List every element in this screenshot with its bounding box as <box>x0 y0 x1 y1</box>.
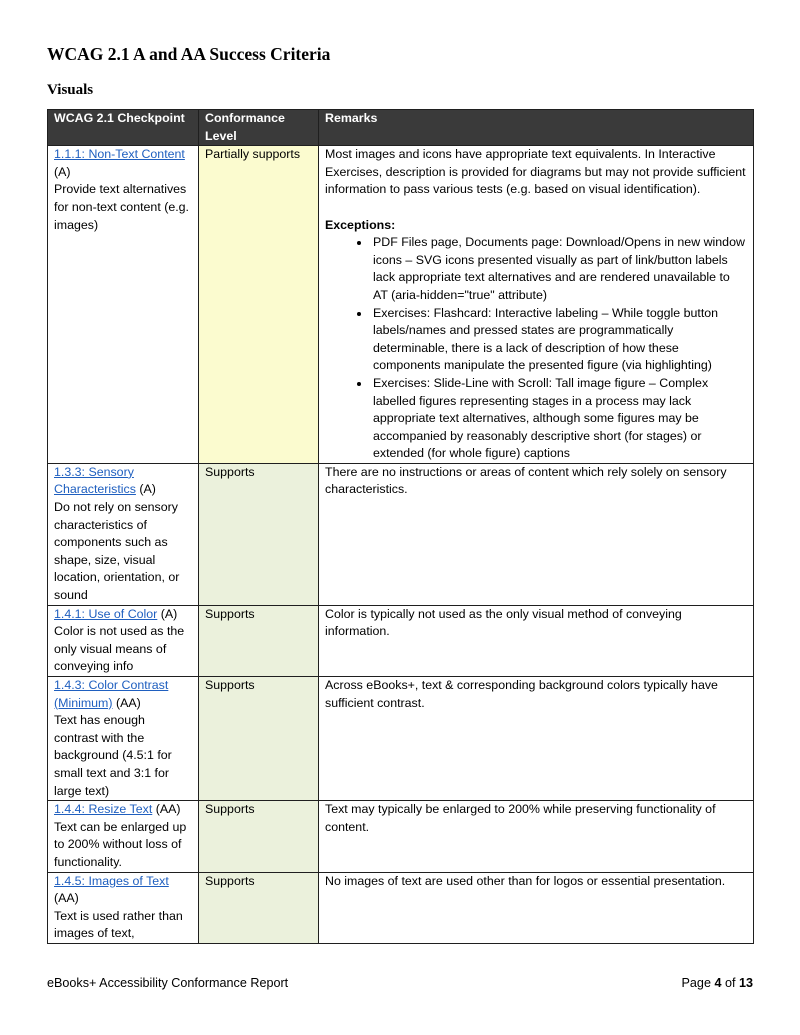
header-checkpoint: WCAG 2.1 Checkpoint <box>48 110 199 146</box>
table-row <box>48 677 754 801</box>
criterion-link[interactable]: 1.4.1: Use of Color <box>54 606 158 621</box>
exceptions-heading: Exceptions: <box>325 217 396 232</box>
table-row <box>48 872 754 943</box>
page-of: of <box>721 976 739 990</box>
header-remarks: Remarks <box>319 110 754 146</box>
checkpoint-cell <box>48 146 199 464</box>
remarks-cell: Across eBooks+, text & corresponding background colors typically have sufficient contrast. <box>319 677 754 801</box>
conformance-cell: Partially supports <box>199 146 319 464</box>
conformance-cell: Supports <box>199 463 319 605</box>
criterion-level: (A) <box>157 606 178 621</box>
criterion-link[interactable]: 1.1.1: Non-Text Content <box>54 147 185 162</box>
table-row <box>48 801 754 872</box>
criterion-description: Text is used rather than images of text, <box>54 908 183 941</box>
criterion-link[interactable]: 1.3.3: Sensory Characteristics <box>54 464 136 497</box>
criteria-table <box>47 109 754 944</box>
checkpoint-cell <box>48 801 199 872</box>
footer-page-number <box>682 976 753 990</box>
criterion-description: Text has enough contrast with the background (4.5:1 for small text and 3:1 for large text) <box>54 713 172 798</box>
checkpoint-cell <box>48 463 199 605</box>
criterion-link[interactable]: 1.4.3: Color Contrast (Minimum) <box>54 678 169 710</box>
criterion-level: (A) <box>135 482 156 497</box>
remarks-cell: There are no instructions or areas of content which rely solely on sensory characteristics. <box>319 463 754 605</box>
criterion-description: Provide text alternatives for non-text content (e.g. images) <box>54 182 189 232</box>
list-item: • Exercises: Slide-Line with Scroll: Tall image figure – Complex labelled figures representing stages in a process may lack appropriate text alternatives, although some figures may be accompanied by reasonably descriptive short (for stages) or extended (for whole figure) captions <box>371 375 747 463</box>
page-prefix: Page <box>681 976 715 990</box>
page-title: WCAG 2.1 A and AA Success Criteria <box>47 44 331 64</box>
section-heading: Visuals <box>47 82 94 98</box>
conformance-cell: Supports <box>199 605 319 676</box>
conformance-cell: Supports <box>199 677 319 801</box>
exceptions-list <box>325 234 747 463</box>
criterion-link[interactable]: 1.4.5: Images of Text <box>54 873 169 888</box>
header-conformance: Conformance Level <box>199 110 319 146</box>
list-item: • Exercises: Flashcard: Interactive labeling – While toggle button labels/names and pressed states are programmatically determinable, there is a lack of description of how these components manipulate the presented figure (via highlighting) <box>371 305 747 375</box>
criterion-level: (A) <box>54 164 71 179</box>
table-header-row <box>48 110 754 146</box>
checkpoint-cell <box>48 605 199 676</box>
page-total: 13 <box>738 976 753 990</box>
footer-report-title: eBooks+ Accessibility Conformance Report <box>47 976 289 990</box>
table-row <box>48 463 754 605</box>
checkpoint-cell <box>48 677 199 801</box>
criterion-level: (AA) <box>54 891 79 906</box>
criterion-level: (AA) <box>112 695 141 710</box>
remarks-cell <box>319 146 754 464</box>
criterion-level: (AA) <box>152 802 181 817</box>
remarks-text: Most images and icons have appropriate text equivalents. In Interactive Exercises, description is provided for diagrams but may not provide sufficient information to pass various tests (e.g. based on visual identification). <box>325 147 746 197</box>
list-item: • PDF Files page, Documents page: Download/Opens in new window icons – SVG icons presented visually as part of link/button labels lack appropriate text alternatives and are rendered unavailable to AT (aria-hidden="true" attribute) <box>371 234 747 304</box>
criterion-description: Color is not used as the only visual means of conveying info <box>54 624 185 674</box>
table-row <box>48 146 754 464</box>
checkpoint-cell <box>48 872 199 943</box>
conformance-cell: Supports <box>199 872 319 943</box>
conformance-cell: Supports <box>199 801 319 872</box>
page-current: 4 <box>714 976 722 990</box>
remarks-cell: No images of text are used other than for logos or essential presentation. <box>319 872 754 943</box>
table-row <box>48 605 754 676</box>
criterion-link[interactable]: 1.4.4: Resize Text <box>54 802 153 817</box>
remarks-cell: Text may typically be enlarged to 200% while preserving functionality of content. <box>319 801 754 872</box>
remarks-cell: Color is typically not used as the only visual method of conveying information. <box>319 605 754 676</box>
criterion-description: Text can be enlarged up to 200% without loss of functionality. <box>54 819 187 869</box>
criterion-description: Do not rely on sensory characteristics of components such as shape, size, visual location, orientation, or sound <box>54 500 180 603</box>
